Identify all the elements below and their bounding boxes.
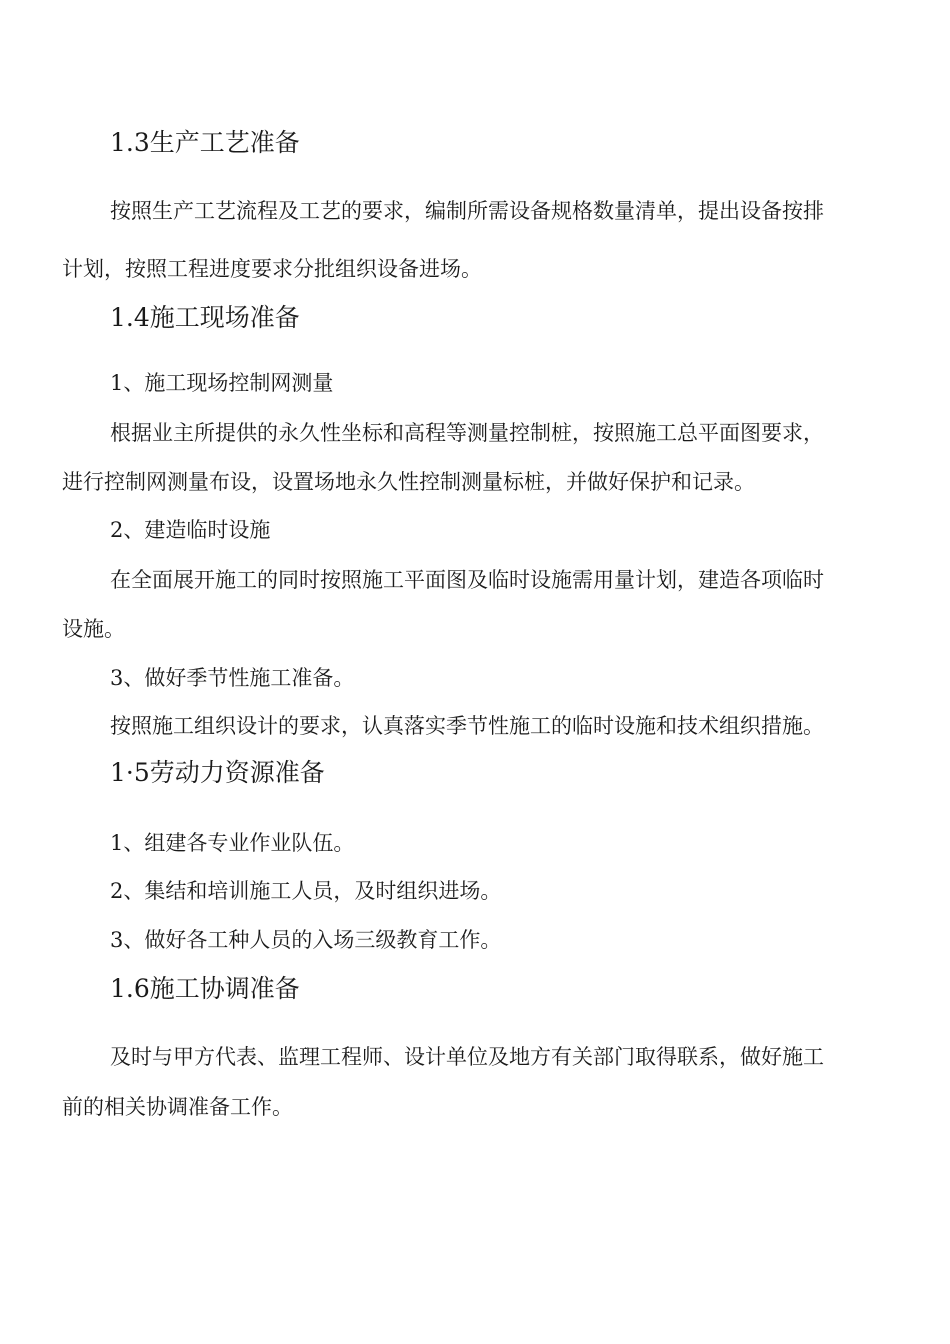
paragraph-line: 前的相关协调准备工作。	[62, 1095, 293, 1119]
paragraph-line: 按照施工组织设计的要求，认真落实季节性施工的临时设施和技术组织措施。	[110, 714, 824, 738]
list-item: 1、组建各专业作业队伍。	[110, 831, 355, 855]
paragraph-line: 根据业主所提供的永久性坐标和高程等测量控制桩，按照施工总平面图要求，	[110, 421, 824, 445]
paragraph-line: 进行控制网测量布设，设置场地永久性控制测量标桩，并做好保护和记录。	[62, 470, 755, 494]
paragraph-line: 设施。	[62, 617, 125, 641]
list-item-title: 2、建造临时设施	[110, 518, 271, 542]
paragraph-line: 按照生产工艺流程及工艺的要求，编制所需设备规格数量清单，提出设备按排	[110, 199, 824, 223]
list-item-title: 3、做好季节性施工准备。	[110, 666, 355, 690]
section-heading-1-4: 1.4施工现场准备	[110, 303, 300, 332]
section-heading-1-5: 1·5劳动力资源准备	[110, 758, 325, 787]
list-item: 2、集结和培训施工人员，及时组织进场。	[110, 879, 502, 903]
section-heading-1-6: 1.6施工协调准备	[110, 974, 300, 1003]
list-item-title: 1、施工现场控制网测量	[110, 371, 334, 395]
list-item: 3、做好各工种人员的入场三级教育工作。	[110, 928, 502, 952]
paragraph-line: 及时与甲方代表、监理工程师、设计单位及地方有关部门取得联系，做好施工	[110, 1045, 824, 1069]
section-heading-1-3: 1.3生产工艺准备	[110, 128, 300, 157]
paragraph-line: 在全面展开施工的同时按照施工平面图及临时设施需用量计划，建造各项临时	[110, 568, 824, 592]
paragraph-line: 计划，按照工程进度要求分批组织设备进场。	[62, 257, 482, 281]
